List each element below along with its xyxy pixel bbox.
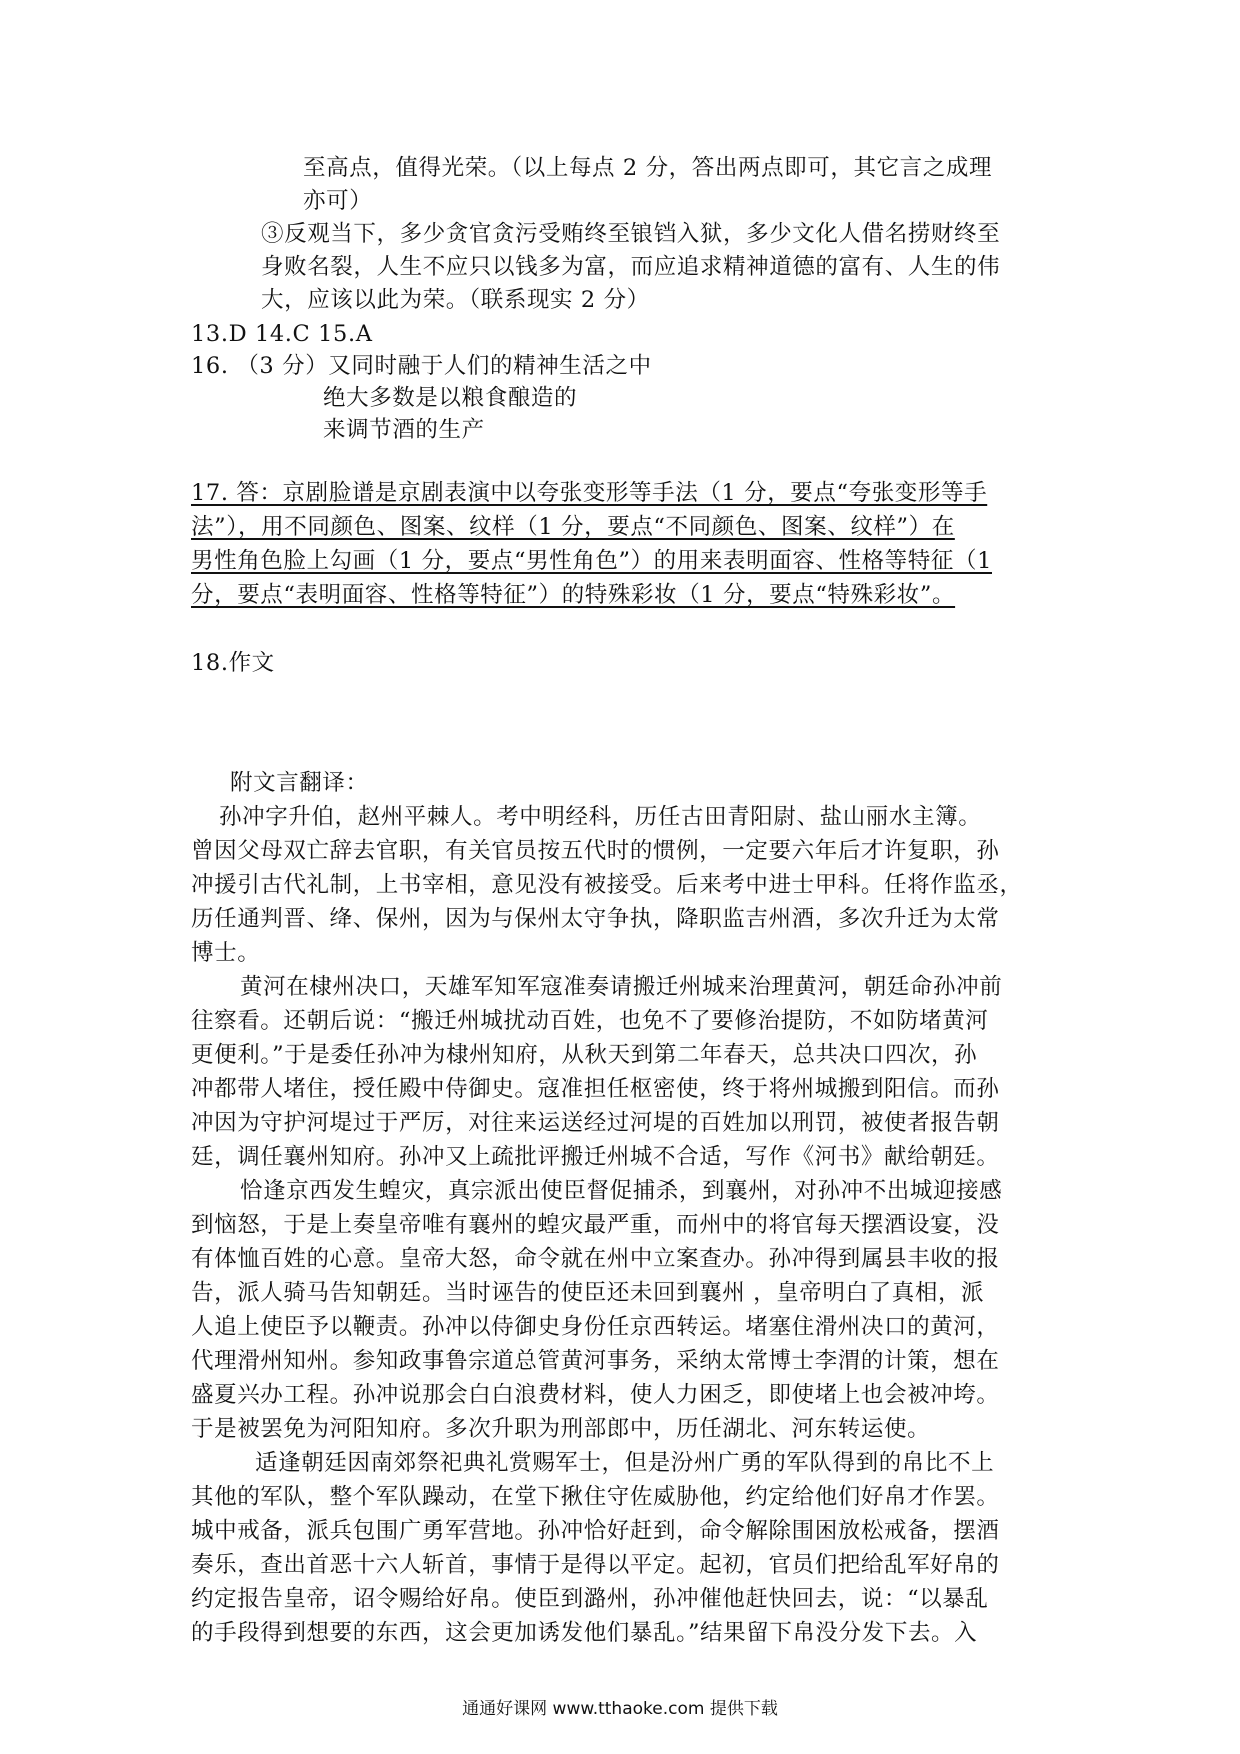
answer-17-line: 男性角色脸上勾画（1 分，要点“男性角色”）的用来表明面容、性格等特征（1 [191,548,992,574]
answer-16: 16. （3 分）又同时融于人们的精神生活之中 [191,353,652,379]
translation-line: 代理滑州知州。参知政事鲁宗道总管黄河事务，采纳太常博士李渭的计策，想在 [191,1348,1000,1374]
answer-18: 18.作文 [191,650,275,676]
translation-line: 城中戒备，派兵包围广勇军营地。孙冲恰好赶到，命令解除围困放松戒备，摆酒 [191,1518,1000,1544]
translation-line: 更便利。”于是委任孙冲为棣州知府，从秋天到第二年春天，总共决口四次，孙 [191,1042,978,1068]
translation-line: 历任通判晋、绛、保州，因为与保州太守争执，降职监吉州酒，多次升迁为太常 [191,906,1000,932]
translation-line: 于是被罢免为河阳知府。多次升职为刑部郎中，历任湖北、河东转运使。 [191,1416,931,1442]
answers-13-15: 13.D 14.C 15.A [191,321,373,347]
translation-line: 的手段得到想要的东西，这会更加诱发他们暴乱。”结果留下帛没分发下去。入 [191,1620,978,1646]
answer-text-line: ③反观当下，多少贪官贪污受贿终至锒铛入狱，多少文化人借名捞财终至 [261,221,1001,247]
answer-text-line: 身败名裂，人生不应只以钱多为富，而应追求精神道德的富有、人生的伟 [261,254,1001,280]
translation-line: 恰逢京西发生蝗灾，真宗派出使臣督促捕杀，到襄州，对孙冲不出城迎接感 [240,1178,1003,1204]
translation-line: 盛夏兴办工程。孙冲说那会白白浪费材料，使人力困乏，即使堵上也会被冲垮。 [191,1382,1000,1408]
translation-line: 奏乐，查出首恶十六人斩首，事情于是得以平定。起初，官员们把给乱军好帛的 [191,1552,1000,1578]
answer-17: 17. 答：京剧脸谱是京剧表演中以夸张变形等手法（1 分，要点“夸张变形等手 [191,480,988,506]
translation-line: 冲因为守护河堤过于严厉，对往来运送经过河堤的百姓加以刑罚，被使者报告朝 [191,1110,1000,1136]
translation-line: 廷，调任襄州知府。孙冲又上疏批评搬迁州城不合适，写作《河书》献给朝廷。 [191,1144,1000,1170]
translation-line: 人追上使臣予以鞭责。孙冲以侍御史身份任京西转运。堵塞住滑州决口的黄河， [191,1314,1000,1340]
answer-text-line: 大，应该以此为荣。（联系现实 2 分） [261,287,650,313]
translation-line: 其他的军队，整个军队躁动，在堂下揪住守佐威胁他，约定给他们好帛才作罢。 [191,1484,1000,1510]
translation-heading: 附文言翻译： [230,770,369,796]
translation-line: 孙冲字升伯，赵州平棘人。考中明经科，历任古田青阳尉、盐山丽水主簿。 [219,804,982,830]
translation-line: 到恼怒，于是上奏皇帝唯有襄州的蝗灾最严重，而州中的将官每天摆酒设宴，没 [191,1212,1000,1238]
answer-17-line: 分，要点“表明面容、性格等特征”）的特殊彩妆（1 分，要点“特殊彩妆”。 [191,582,956,608]
translation-line: 博士。 [191,940,261,966]
translation-line: 冲都带人堵住，授任殿中侍御史。寇准担任枢密使，终于将州城搬到阳信。而孙 [191,1076,1000,1102]
translation-line: 约定报告皇帝，诏令赐给好帛。使臣到潞州，孙冲催他赶快回去，说：“以暴乱 [191,1586,989,1612]
answer-17-line: 法”），用不同颜色、图案、纹样（1 分，要点“不同颜色、图案、纹样”）在 [191,514,955,540]
translation-line: 冲援引古代礼制，上书宰相，意见没有被接受。后来考中进士甲科。任将作监丞， [191,872,1023,898]
translation-line: 往察看。还朝后说：“搬迁州城扰动百姓，也免不了要修治提防，不如防堵黄河 [191,1008,989,1034]
translation-line: 曾因父母双亡辞去官职，有关官员按五代时的惯例，一定要六年后才许复职，孙 [191,838,1000,864]
translation-line: 适逢朝廷因南郊祭祀典礼赏赐军士，但是汾州广勇的军队得到的帛比不上 [255,1450,995,1476]
answer-16-line: 绝大多数是以粮食酿造的 [323,385,578,411]
footer-source: 通通好课网 www.tthaoke.com 提供下载 [462,1699,778,1719]
answer-text-line: 亦可） [303,188,373,214]
translation-line: 黄河在棣州决口，天雄军知军寇准奏请搬迁州城来治理黄河，朝廷命孙冲前 [240,974,1003,1000]
answer-16-line: 来调节酒的生产 [323,417,485,443]
translation-line: 告，派人骑马告知朝廷。当时诬告的使臣还未回到襄州 ，皇帝明白了真相，派 [191,1280,985,1306]
answer-text-line: 至高点，值得光荣。（以上每点 2 分，答出两点即可，其它言之成理 [303,155,993,181]
translation-line: 有体恤百姓的心意。皇帝大怒，命令就在州中立案查办。孙冲得到属县丰收的报 [191,1246,1000,1272]
